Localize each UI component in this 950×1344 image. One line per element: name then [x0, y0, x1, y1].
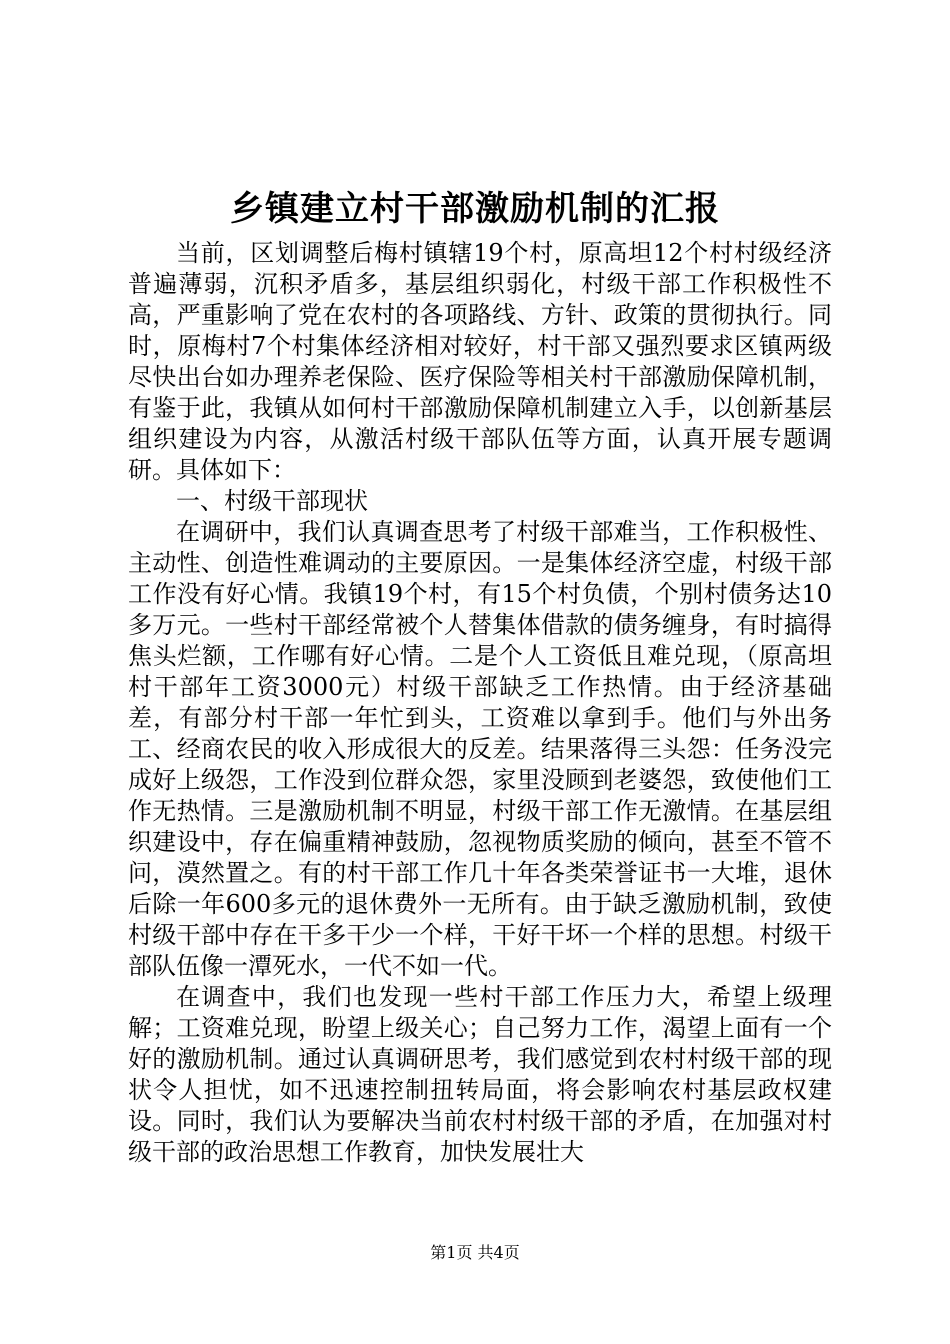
document-title: 乡镇建立村干部激励机制的汇报 — [230, 189, 720, 229]
document-body — [128, 238, 832, 1168]
paragraph-research: 在调研中，我们认真调查思考了村级干部难当，工作积极性、主动性、创造性难调动的主要原因。一是集体经济空虚，村级干部工作没有好心情。我镇19个村，有15个村负债，个别村债务达10多万元。一些村干部经常被个人替集体借款的债务缠身，有时搞得焦头烂额，工作哪有好心情。二是个人工资低且难兑现，（原高坦村干部年工资3000元）村级干部缺乏工作热情。由于经济基础差，有部分村干部一年忙到头，工资难以拿到手。他们与外出务工、经商农民的收入形成很大的反差。结果落得三头怨：任务没完成好上级怨，工作没到位群众怨，家里没顾到老婆怨，致使他们工作无热情。三是激励机制不明显，村级干部工作无激情。在基层组织建设中，存在偏重精神鼓励，忽视物质奖励的倾向，甚至不管不问，漠然置之。有的村干部工作几十年各类荣誉证书一大堆，退休后除一年600多元的退休费外一无所有。由于缺乏激励机制，致使村级干部中存在干多干少一个样，干好干坏一个样的思想。村级干部队伍像一潭死水，一代不如一代。 — [128, 518, 832, 980]
section-heading: 一、村级干部现状 — [176, 487, 368, 515]
page-footer: 第1页 共4页 — [430, 1243, 520, 1262]
paragraph-findings: 在调查中，我们也发现一些村干部工作压力大，希望上级理解；工资难兑现，盼望上级关心；自己努力工作，渴望上面有一个好的激励机制。通过认真调研思考，我们感觉到农村村级干部的现状令人担忧，如不迅速控制扭转局面，将会影响农村基层政权建设。同时，我们认为要解决当前农村村级干部的矛盾，在加强对村级干部的政治思想工作教育，加快发展壮大 — [128, 983, 832, 1166]
paragraph-intro: 当前，区划调整后梅村镇辖19个村，原高坦12个村村级经济普遍薄弱，沉积矛盾多，基层组织弱化，村级干部工作积极性不高，严重影响了党在农村的各项路线、方针、政策的贯彻执行。同时，原梅村7个村集体经济相对较好，村干部又强烈要求区镇两级尽快出台如办理养老保险、医疗保险等相关村干部激励保障机制，有鉴于此，我镇从如何村干部激励保障机制建立入手，以创新基层组织建设为内容，从激活村级干部队伍等方面，认真开展专题调研。具体如下： — [128, 239, 832, 484]
